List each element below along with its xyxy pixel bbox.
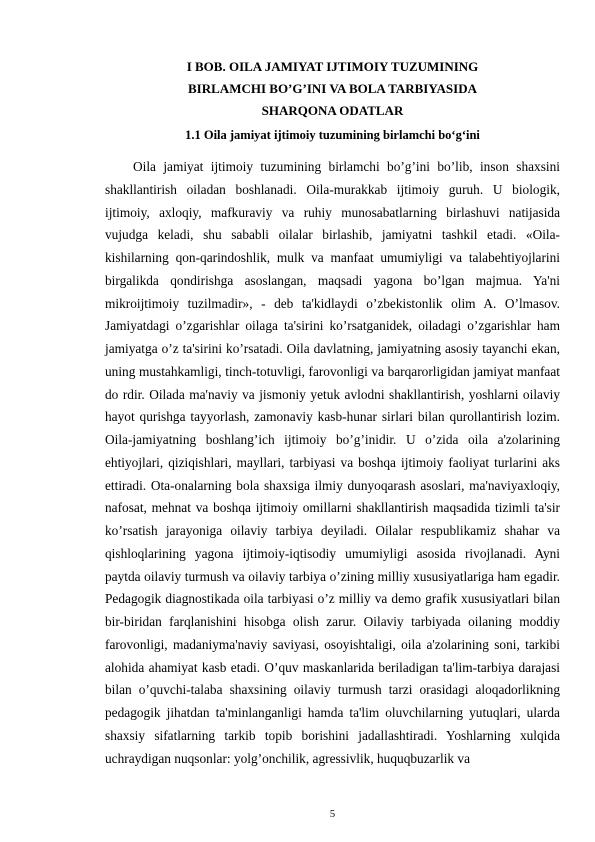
chapter-title-line-1: I BOB. OILA JAMIYAT IJTIMOIY TUZUMINING (186, 59, 479, 74)
chapter-title-line-3: SHARQONA ODATLAR (261, 103, 404, 118)
section-title: 1.1 Oila jamiyat ijtimoiy tuzumining birlamchi bo‘g‘ini (185, 128, 480, 142)
chapter-title-line-2: BIRLAMCHI BO’G’INI VA BOLA TARBIYASIDA (188, 81, 477, 96)
page-number: 5 (329, 809, 336, 820)
body-paragraph: Oila jamiyat ijtimoiy tuzumining birlamchi bo’g’ini bo’lib, inson shaxsini shakllantirish oiladan boshlanadi. Oila-murakkab ijtimoiy guruh. U biologik, ijtimoiy, axloqiy, mafkuraviy va ruhiy munosabatlarning birlashuvi natijasida vujudga keladi, shu sababli oilalar birlashib, jamiyatni tashkil etadi. «Oila-kishilarning qon-qarindoshlik, mulk va manfaat umumiyligi va talabehtiyojlarini birgalikda qondirishga asoslangan, maqsadi yagona bo’lgan majmua. Ya'ni mikroijtimoiy tuzilmadir», - deb ta'kidlaydi o’zbekistonlik olim A. O’lmasov. Jamiyatdagi o’zgarishlar oilaga ta'sirini ko’rsatganidek, oiladagi o’zgarishlar ham jamiyatga o’z ta'sirini ko’rsatadi. Oila davlatning, jamiyatning asosiy tayanchi ekan, uning mustahkamligi, tinch-totuvligi, farovonligi va barqarorligidan jamiyat manfaat do rdir. Oilada ma'naviy va jismoniy yetuk avlodni shakllantirish, yoshlarni oilaviy hayot qurishga tayyorlash, zamonaviy kasb-hunar sirlari bilan qurollantirish lozim. Oila-jamiyatning boshlang’ich ijtimoiy bo’g’inidir. U o’zida oila a'zolarining ehtiyojlari, qiziqishlari, mayllari, tarbiyasi va boshqa ijtimoiy faoliyat turlarini aks ettiradi. Ota-onalarning bola shaxsiga ilmiy dunyoqarash asoslari, ma'naviyaxloqiy, nafosat, mehnat va boshqa ijtimoiy omillarni shakllantirish maqsadida tizimli ta'sir ko’rsatish jarayoniga oilaviy tarbiya deyiladi. Oilalar respublikamiz shahar va qishloqlarining yagona ijtimoiy-iqtisodiy umumiyligi asosida rivojlanadi. Ayni paytda oilaviy turmush va oilaviy tarbiya o’zining milliy xususiyatlariga ham egadir. Pedagogik diagnostikada oila tarbiyasi o’z milliy va demo grafik xususiyatlari bilan bir-biridan farqlanishini hisobga olish zarur. Oilaviy tarbiyada oilaning moddiy farovonligi, madaniyma'naviy saviyasi, osoyishtaligi, oila a'zolarining soni, tarkibi alohida ahamiyat kasb etadi. O’quv maskanlarida beriladigan ta'lim-tarbiya darajasi bilan o’quvchi-talaba shaxsining oilaviy turmush tarzi orasidagi aloqadorlikning pedagogik jihatdan ta'minlanganligi hamda ta'lim oluvchilarning yutuqlari, ularda shaxsiy sifatlarning tarkib topib borishini jadallashtiradi. Yoshlarning xulqida uchraydigan nuqsonlar: yolg’onchilik, agressivlik, huquqbuzarlik va (105, 159, 560, 766)
